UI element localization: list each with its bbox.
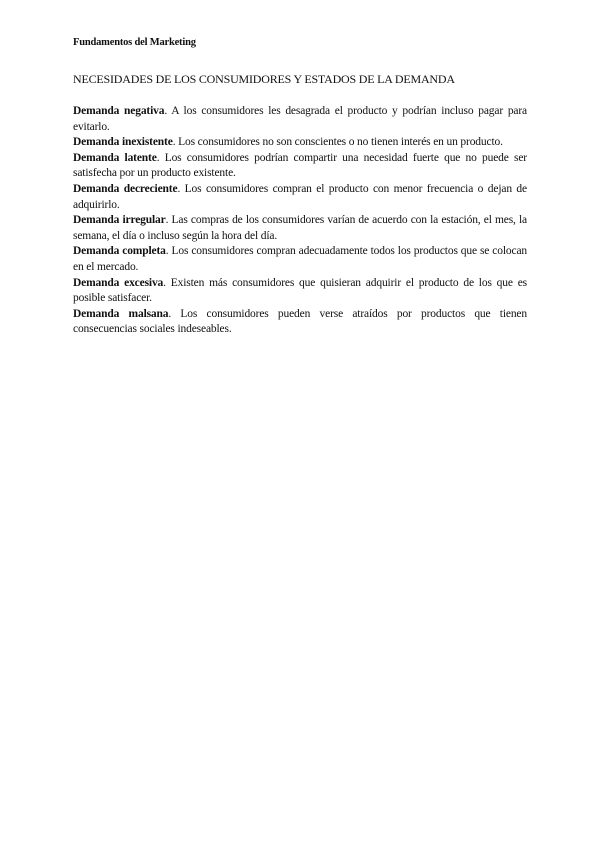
entry-term: Demanda latente <box>73 151 157 164</box>
entry-text: . Los consumidores compran el producto con menor frecuencia o dejan de adquirirlo. <box>73 182 527 211</box>
entry-term: Demanda irregular <box>73 214 166 227</box>
entry-text: . A los consumidores les desagrada el producto y podrían incluso pagar para evitarlo. <box>73 105 528 133</box>
entry-demanda-completa <box>73 244 527 275</box>
page-header: Fundamentos del Marketing <box>73 37 196 48</box>
entry-demanda-irregular <box>73 213 527 244</box>
entry-demanda-latente <box>73 151 527 182</box>
entry-term: Demanda decreciente <box>73 182 178 195</box>
entry-term: Demanda malsana <box>73 307 169 320</box>
entry-term: Demanda inexistente <box>73 136 173 149</box>
demand-states-list <box>73 104 527 338</box>
entry-demanda-inexistente <box>73 135 527 151</box>
entry-term: Demanda completa <box>73 245 166 258</box>
section-title: NECESIDADES DE LOS CONSUMIDORES Y ESTADOS DE LA DEMANDA <box>73 72 455 86</box>
entry-term: Demanda excesiva <box>73 276 164 289</box>
entry-text: . Los consumidores pueden verse atraídos por productos que tienen consecuencias sociales indeseables. <box>73 307 527 336</box>
entry-demanda-negativa <box>73 104 527 135</box>
entry-text: . Las compras de los consumidores varían de acuerdo con la estación, el mes, la semana, el día o incluso según la hora del día. <box>73 214 527 242</box>
entry-demanda-decreciente <box>73 182 527 213</box>
entry-demanda-excesiva <box>73 276 527 307</box>
entry-text: . Los consumidores podrían compartir una necesidad fuerte que no puede ser satisfecha por un producto existente. <box>73 151 527 180</box>
entry-text: . Los consumidores compran adecuadamente todos los productos que se colocan en el mercado. <box>73 245 527 273</box>
entry-text: . Existen más consumidores que quisieran adquirir el producto de los que es posible satisfacer. <box>73 276 527 305</box>
entry-term: Demanda negativa <box>73 105 165 117</box>
entry-demanda-malsana <box>73 307 527 338</box>
entry-text: . Los consumidores no son conscientes o no tienen interés en un producto. <box>172 136 503 149</box>
